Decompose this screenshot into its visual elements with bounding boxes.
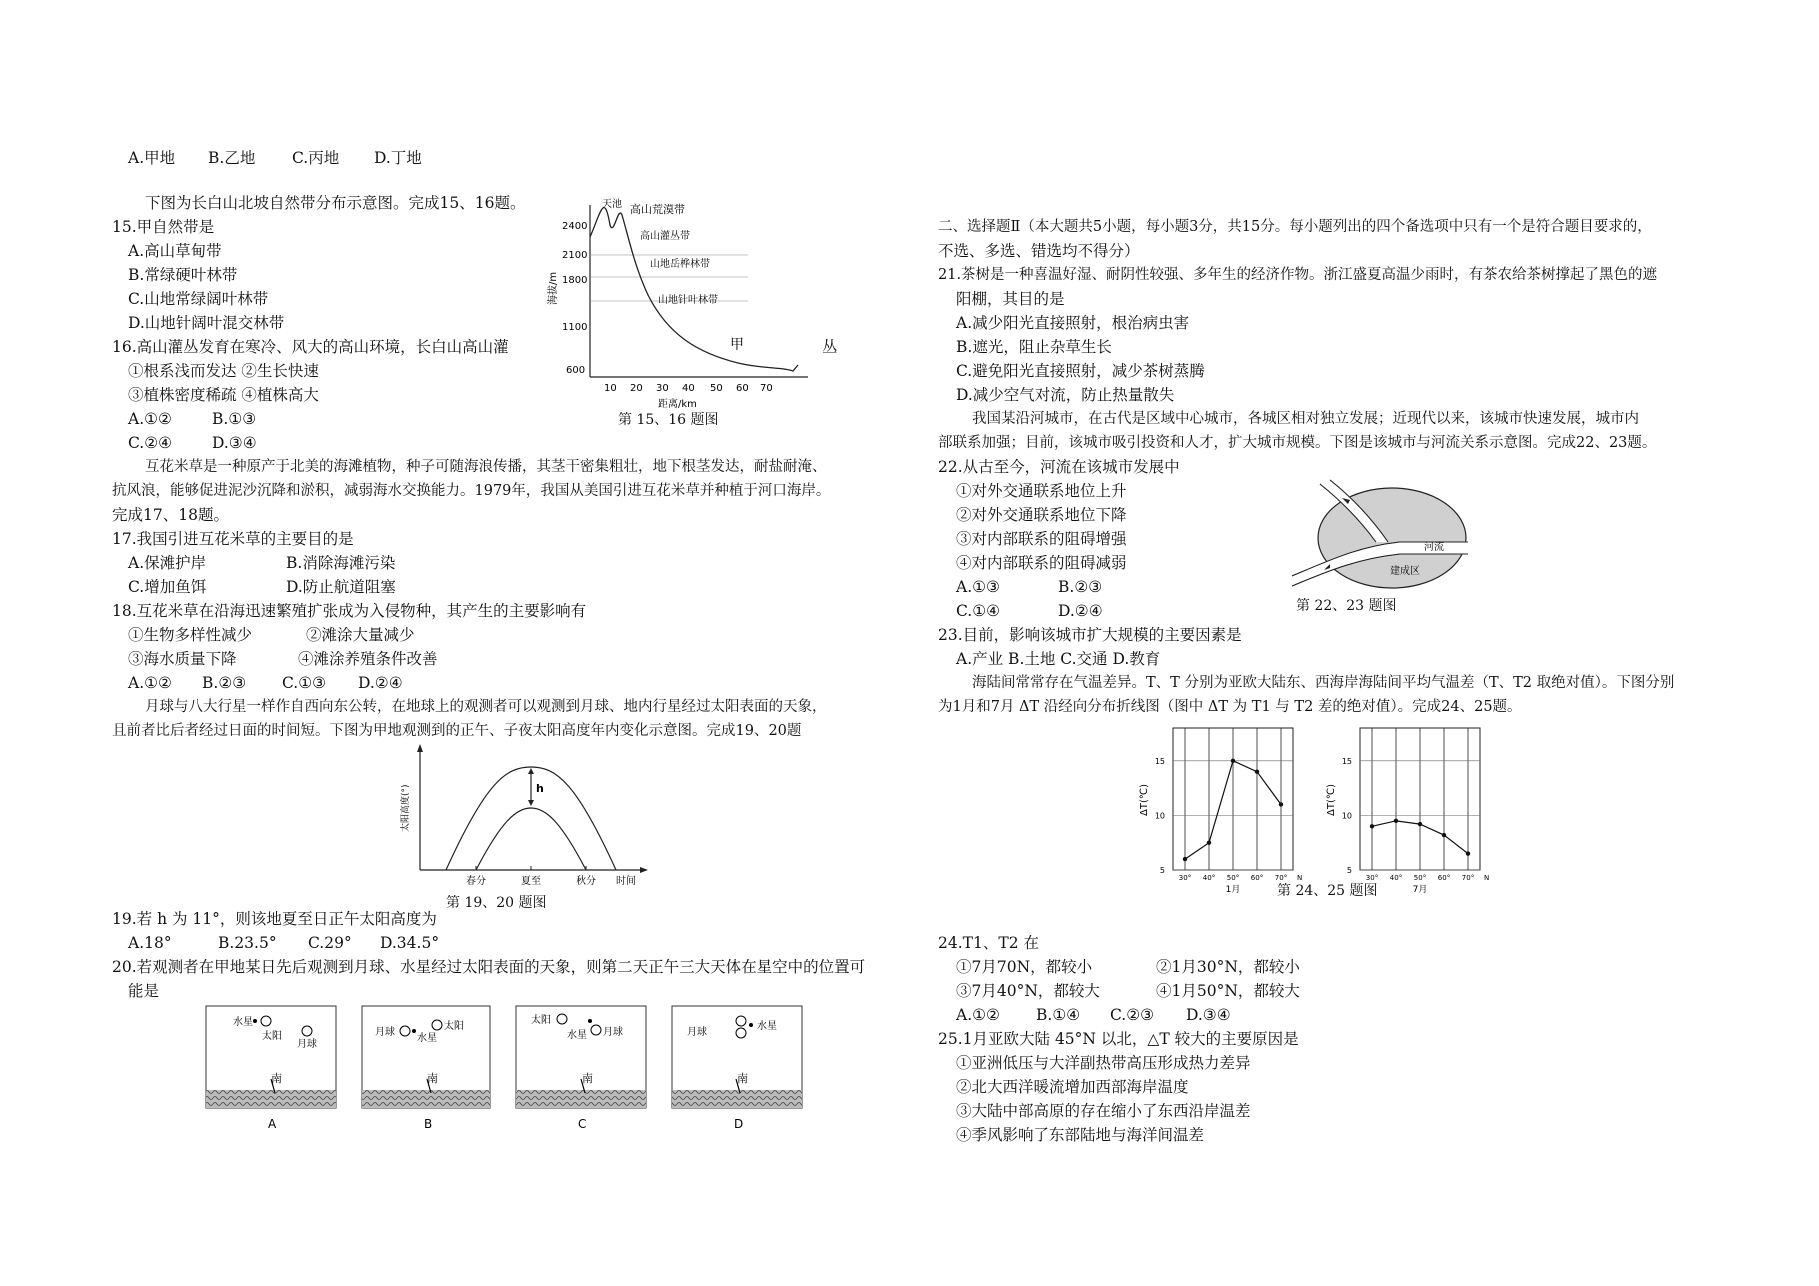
xaxis-label: 距离/km xyxy=(658,399,697,410)
chart-1-ylabel: ΔT(℃) xyxy=(1139,784,1150,816)
chart-2-xtick-2: 50° xyxy=(1413,874,1427,882)
solar-altitude-svg xyxy=(396,742,666,892)
figure-24-25 xyxy=(1139,720,1515,902)
q25-stem: 25.1月亚欧大陆 45°N 以北，△T 较大的主要原因是 xyxy=(938,1030,1299,1048)
q17-option-d[interactable]: D.防止航道阻塞 xyxy=(286,578,396,596)
panel-a-mercury: 水星 xyxy=(233,1017,253,1028)
chart-2-point-4 xyxy=(1466,851,1470,855)
figure-22-23-caption: 第 22、23 题图 xyxy=(1296,598,1397,614)
q22-statement-4: ④对内部联系的阻碍减弱 xyxy=(956,554,1127,572)
panel-c-mercury: 水星 xyxy=(567,1030,587,1041)
zone-conifer-forest: 山地针叶林带 xyxy=(658,295,718,306)
q24-stem: 24.T1、T2 在 xyxy=(938,934,1039,952)
q22-option-d[interactable]: D.②④ xyxy=(1058,602,1103,620)
xtick-10: 10 xyxy=(604,383,617,394)
chart-2-title: 7月 xyxy=(1412,885,1428,895)
midnight-curve xyxy=(476,808,586,870)
xaxis-label: 时间 xyxy=(616,876,636,887)
xtick-40: 40 xyxy=(682,383,695,394)
q24-statement-2: ②1月30°N，都较小 xyxy=(1156,958,1300,976)
sky-panels-svg xyxy=(205,1005,805,1135)
panel-b-sun: 太阳 xyxy=(444,1021,464,1032)
intro-24-25-line2: 为1月和7月 ΔT 沿经向分布折线图（图中 ΔT 为 T1 与 T2 差的绝对值）。完成24、25题。 xyxy=(938,699,1522,715)
chart-2-point-2 xyxy=(1418,822,1422,826)
panel-b[interactable] xyxy=(362,1006,490,1108)
chart-1-ytick-0: 5 xyxy=(1159,866,1165,875)
q16-statement-1: ①根系浅而发达 ②生长快速 xyxy=(128,362,319,380)
city-river-svg xyxy=(1290,480,1470,595)
ytick-2400: 2400 xyxy=(562,221,588,232)
panel-d-letter: D xyxy=(734,1117,744,1131)
chart-1-point-2 xyxy=(1231,759,1235,763)
panel-a-moon: 月球 xyxy=(297,1039,317,1050)
q15-option-c[interactable]: C.山地常绿阔叶林带 xyxy=(128,290,269,308)
q16-option-c[interactable]: C.②④ xyxy=(128,434,173,452)
q17-option-c[interactable]: C.增加鱼饵 xyxy=(128,578,207,596)
q19-stem: 19.若 h 为 11°，则该地夏至日正午太阳高度为 xyxy=(112,910,437,928)
figure-15-16-caption: 第 15、16 题图 xyxy=(618,412,719,428)
q16-option-d[interactable]: D.③④ xyxy=(212,434,257,452)
q15-option-a[interactable]: A.高山草甸带 xyxy=(128,242,222,260)
q18-option-b[interactable]: B.②③ xyxy=(202,674,247,692)
q14-option-b[interactable]: B.乙地 xyxy=(208,149,256,167)
intro-22-23-line2: 部联系加强；目前，该城市吸引投资和人才，扩大城市规模。下图是该城市与河流关系示意图。完成22、23题。 xyxy=(938,435,1657,451)
q22-option-b[interactable]: B.②③ xyxy=(1058,578,1103,596)
figure-22-23 xyxy=(1290,480,1470,614)
ytick-1100: 1100 xyxy=(562,322,588,333)
q14-option-a[interactable]: A.甲地 xyxy=(128,149,176,167)
q19-option-a[interactable]: A.18° xyxy=(128,934,172,952)
chart-1-point-4 xyxy=(1279,802,1283,806)
q22-statement-2: ②对外交通联系地位下降 xyxy=(956,506,1127,524)
section-2-header-line2: 不选、多选、错选均不得分） xyxy=(938,242,1140,260)
figure-19-20-caption: 第 19、20 题图 xyxy=(446,895,547,911)
q15-option-d[interactable]: D.山地针阔叶混交林带 xyxy=(128,314,285,332)
q22-statement-1: ①对外交通联系地位上升 xyxy=(956,482,1127,500)
xtick-summer-solstice: 夏至 xyxy=(521,876,541,887)
river-label: 河流 xyxy=(1424,542,1444,553)
chart-1-xtick-2: 50° xyxy=(1226,874,1240,882)
q14-option-d[interactable]: D.丁地 xyxy=(374,149,422,167)
yaxis-label: 太阳高度(°) xyxy=(401,784,411,832)
q22-option-a[interactable]: A.①③ xyxy=(956,578,1000,596)
intro-17-18-line1: 互花米草是一种原产于北美的海滩植物，种子可随海浪传播，其茎干密集粗壮，地下根茎发达，耐盐耐淹、 xyxy=(145,459,827,475)
xtick-50: 50 xyxy=(710,383,723,394)
chart-2-point-3 xyxy=(1442,833,1446,837)
q16-stem: 16.高山灌丛发育在寒冷、风大的高山环境，长白山高山灌 xyxy=(112,338,509,356)
chart-2-xunit: N xyxy=(1484,874,1490,882)
q23-stem: 23.目前，影响该城市扩大规模的主要因素是 xyxy=(938,626,1242,644)
zone-jia: 甲 xyxy=(730,337,744,353)
delta-t-charts-svg xyxy=(1139,720,1515,898)
q19-option-d[interactable]: D.34.5° xyxy=(380,934,440,952)
panel-d-south: 南 xyxy=(737,1072,748,1085)
q25-statement-3: ③大陆中部高原的存在缩小了东西沿岸温差 xyxy=(956,1102,1251,1120)
figure-15-16 xyxy=(548,195,828,434)
chart-1-xtick-3: 60° xyxy=(1250,874,1264,882)
chart-2-ytick-2: 15 xyxy=(1341,756,1352,766)
q17-option-b[interactable]: B.消除海滩污染 xyxy=(286,554,396,572)
intro-24-25-line1: 海陆间常常存在气温差异。T、T 分别为亚欧大陆东、西海岸海陆间平均气温差（T、T2 取绝对值）。下图分别 xyxy=(972,675,1675,691)
xtick-20: 20 xyxy=(630,383,643,394)
chart-1-point-0 xyxy=(1183,857,1187,861)
q22-option-c[interactable]: C.①④ xyxy=(956,602,1001,620)
panel-a-letter: A xyxy=(268,1117,277,1131)
panel-b-south: 南 xyxy=(427,1072,438,1085)
chart-1-xunit: N xyxy=(1297,874,1303,882)
q25-statement-2: ②北大西洋暖流增加西部海岸温度 xyxy=(956,1078,1189,1096)
panel-b-moon: 月球 xyxy=(375,1027,395,1038)
q18-stem: 18.互花米草在沿海迅速繁殖扩张成为入侵物种，其产生的主要影响有 xyxy=(112,602,587,620)
q19-option-b[interactable]: B.23.5° xyxy=(218,934,277,952)
xtick-autumn-equinox: 秋分 xyxy=(576,876,596,887)
q21-option-b[interactable]: B.遮光，阻止杂草生长 xyxy=(956,338,1112,356)
q17-stem: 17.我国引进互花米草的主要目的是 xyxy=(112,530,354,548)
q14-option-c[interactable]: C.丙地 xyxy=(292,149,340,167)
panel-c-letter: C xyxy=(578,1117,587,1131)
chart-1-xtick-4: 70° xyxy=(1274,874,1288,882)
chart-2-point-1 xyxy=(1394,819,1398,823)
zone-birch-forest: 山地岳桦林带 xyxy=(650,259,710,270)
q22-stem: 22.从古至今，河流在该城市发展中 xyxy=(938,458,1180,476)
ytick-600: 600 xyxy=(566,365,586,376)
q18-statement-4: ④滩涂养殖条件改善 xyxy=(298,650,438,668)
xtick-spring-equinox: 春分 xyxy=(466,876,486,887)
xtick-70: 70 xyxy=(760,383,773,394)
q18-option-a[interactable]: A.①② xyxy=(128,674,172,692)
panel-c-moon: 月球 xyxy=(603,1027,623,1038)
panel-d-mercury: 水星 xyxy=(757,1021,777,1032)
panel-d[interactable] xyxy=(672,1006,802,1108)
ytick-2100: 2100 xyxy=(562,250,588,261)
q15-stem: 15.甲自然带是 xyxy=(112,218,215,236)
figure-24-25-caption: 第 24、25 题图 xyxy=(1277,883,1378,899)
intro-17-18-line2: 抗风浪，能够促进泥沙沉降和淤积，减弱海水交换能力。1979年，我国从美国引进互花米草并种植于河口海岸。 xyxy=(112,483,831,499)
mountain-profile-svg xyxy=(548,195,828,430)
q24-statement-3: ③7月40°N，都较大 xyxy=(956,982,1100,1000)
chart-2-point-0 xyxy=(1370,824,1374,828)
q18-statement-3: ③海水质量下降 xyxy=(128,650,237,668)
intro-17-18-line3: 完成17、18题。 xyxy=(112,506,229,524)
panel-d-moon: 月球 xyxy=(687,1027,707,1038)
q16-stem-end: 丛 xyxy=(822,338,838,356)
chart-1-title: 1月 xyxy=(1225,885,1241,895)
panel-c-south: 南 xyxy=(582,1072,593,1085)
q18-statement-1: ①生物多样性减少 xyxy=(128,626,253,644)
terrain-line xyxy=(590,208,798,371)
built-area-label: 建成区 xyxy=(1390,566,1420,577)
yaxis-label: 海拔/m xyxy=(548,271,559,305)
zone-alpine-desert: 高山荒漠带 xyxy=(630,203,685,216)
chart-2-xtick-1: 40° xyxy=(1389,874,1403,882)
panel-c-sun: 太阳 xyxy=(531,1015,551,1026)
q21-stem-line1: 21.茶树是一种喜温好湿、耐阴性较强、多年生的经济作物。浙江盛夏高温少雨时，有茶农给茶树撑起了黑色的遮 xyxy=(938,267,1658,283)
q18-option-d[interactable]: D.②④ xyxy=(358,674,403,692)
q24-option-c[interactable]: C.②③ xyxy=(1110,1006,1155,1024)
chart-2-ytick-0: 5 xyxy=(1346,866,1352,875)
q25-statement-1: ①亚洲低压与大洋副热带高压形成热力差异 xyxy=(956,1054,1251,1072)
q20-stem-line2: 能是 xyxy=(128,982,160,1000)
intro-19-20-line2: 且前者比后者经过日面的时间短。下图为甲地观测到的正午、子夜太阳高度年内变化示意图。完成19、20题 xyxy=(112,723,802,739)
q24-statement-1: ①7月70N，都较小 xyxy=(956,958,1093,976)
q21-option-c[interactable]: C.避免阳光直接照射，减少茶树蒸腾 xyxy=(956,362,1205,380)
q24-option-b[interactable]: B.①④ xyxy=(1036,1006,1081,1024)
q21-stem-line2: 阳棚，其目的是 xyxy=(956,290,1065,308)
chart-1-ytick-2: 15 xyxy=(1154,756,1165,766)
intro-22-23-line1: 我国某沿河城市，在古代是区域中心城市，各城区相对独立发展；近现代以来，该城市快速发展，城市内 xyxy=(972,411,1639,427)
q15-option-b[interactable]: B.常绿硬叶林带 xyxy=(128,266,238,284)
chart-1-ytick-1: 10 xyxy=(1154,811,1165,821)
intro-19-20-line1: 月球与八大行星一样作自西向东公转，在地球上的观测者可以观测到月球、地内行星经过太阳表面的天象， xyxy=(145,699,827,715)
xtick-60: 60 xyxy=(736,383,749,394)
q18-statement-2: ②滩涂大量减少 xyxy=(306,626,415,644)
q17-option-a[interactable]: A.保滩护岸 xyxy=(128,554,207,572)
chart-2-xtick-3: 60° xyxy=(1437,874,1451,882)
panel-a[interactable] xyxy=(206,1006,336,1108)
q24-option-a[interactable]: A.①② xyxy=(956,1006,1000,1024)
chart-2-xtick-4: 70° xyxy=(1461,874,1475,882)
chart-2-xtick-0: 30° xyxy=(1365,874,1379,882)
panel-a-sun: 太阳 xyxy=(262,1031,282,1042)
q23-options[interactable]: A.产业 B.土地 C.交通 D.教育 xyxy=(956,650,1161,668)
ytick-1800: 1800 xyxy=(562,275,588,286)
q24-option-d[interactable]: D.③④ xyxy=(1186,1006,1231,1024)
peak-label: 天池 xyxy=(602,199,622,210)
chart-1-xtick-1: 40° xyxy=(1202,874,1216,882)
chart-2-ytick-1: 10 xyxy=(1341,811,1352,821)
q25-statement-4: ④季风影响了东部陆地与海洋间温差 xyxy=(956,1126,1205,1144)
section-2-header: 二、选择题Ⅱ（本大题共5小题，每小题3分，共15分。每小题列出的四个备选项中只有一个是符合题目要求的， xyxy=(938,219,1652,235)
zone-alpine-shrub: 高山灌丛带 xyxy=(640,231,690,242)
figure-19-20 xyxy=(396,742,666,911)
chart-1-point-1 xyxy=(1207,840,1211,844)
q24-statement-4: ④1月50°N，都较大 xyxy=(1156,982,1300,1000)
panel-b-mercury: 水星 xyxy=(417,1033,437,1044)
q19-option-c[interactable]: C.29° xyxy=(308,934,352,952)
h-label: h xyxy=(536,782,544,795)
q20-stem-line1: 20.若观测者在甲地某日先后观测到月球、水星经过太阳表面的天象，则第二天正午三大天体在星空中的位置可 xyxy=(112,958,866,976)
chart-2-ylabel: ΔT(℃) xyxy=(1326,784,1337,816)
chart-1-point-3 xyxy=(1255,769,1259,773)
panel-a-south: 南 xyxy=(271,1072,282,1085)
q22-statement-3: ③对内部联系的阻碍增强 xyxy=(956,530,1127,548)
q16-option-a[interactable]: A.①② xyxy=(128,410,172,428)
figure-20-panels xyxy=(205,1005,805,1139)
q18-option-c[interactable]: C.①③ xyxy=(282,674,327,692)
q16-option-b[interactable]: B.①③ xyxy=(212,410,257,428)
intro-15-16: 下图为长白山北坡自然带分布示意图。完成15、16题。 xyxy=(145,194,526,212)
xtick-30: 30 xyxy=(656,383,669,394)
q16-statement-2: ③植株密度稀疏 ④植株高大 xyxy=(128,386,319,404)
chart-1-xtick-0: 30° xyxy=(1178,874,1192,882)
q21-option-a[interactable]: A.减少阳光直接照射，根治病虫害 xyxy=(956,314,1190,332)
panel-b-letter: B xyxy=(424,1117,433,1131)
q21-option-d[interactable]: D.减少空气对流，防止热量散失 xyxy=(956,386,1175,404)
